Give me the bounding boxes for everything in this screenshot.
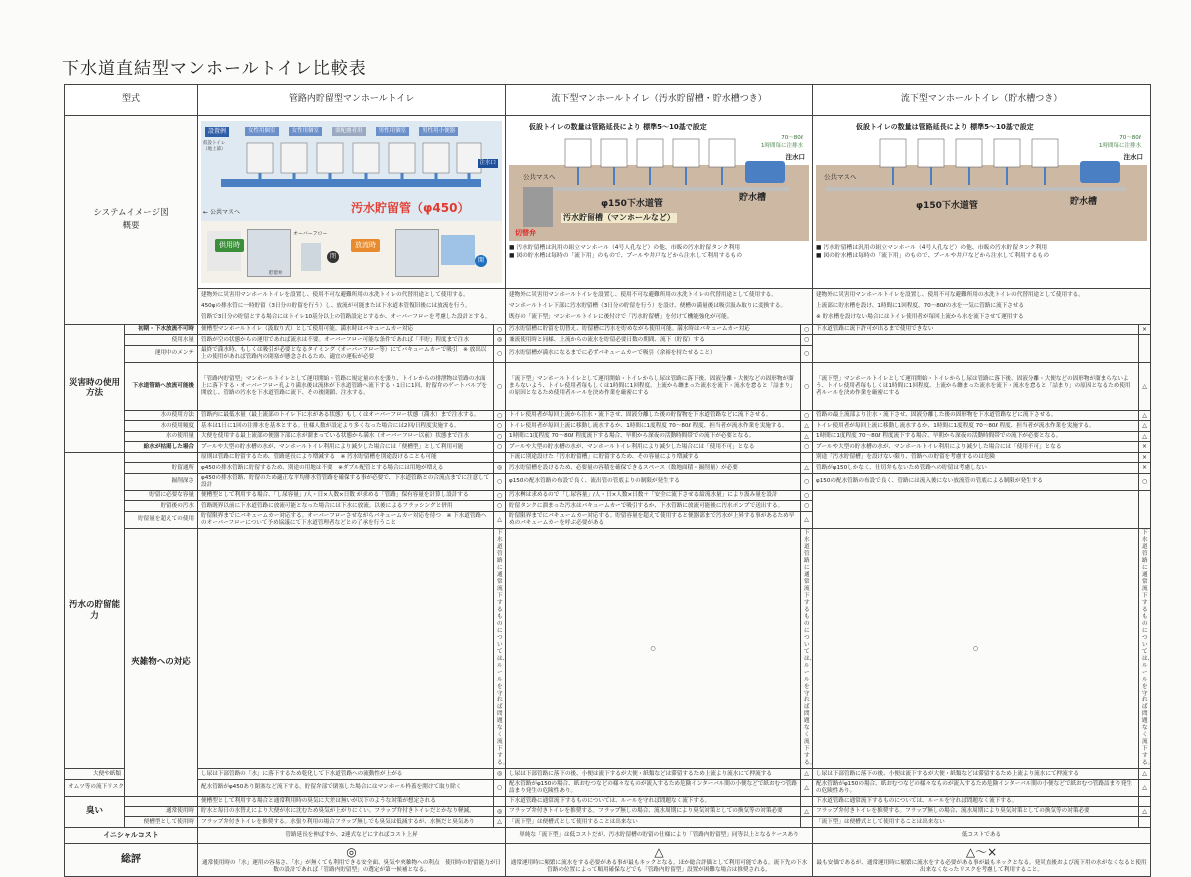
mark-c1: ◎ — [494, 769, 506, 780]
system-row — [65, 116, 1151, 289]
mark-c3: ○ — [1139, 473, 1151, 490]
d2-caption: 仮設トイレの数量は管路延長により 標準5～10基で設定 — [529, 123, 707, 131]
d2-public-mass: 公共マスへ — [523, 173, 556, 181]
overview-row — [65, 289, 1151, 325]
discharge-label: 放流時 — [351, 239, 380, 252]
system-label-2: 概要 — [122, 220, 140, 231]
public-mass-label: ← 公共マスへ — [203, 209, 240, 216]
d2-inlet: 注水口 — [785, 153, 806, 161]
cell-c1: フラップ弁付きトイレを推奨する。水張り利用の場合フラップ無しでも臭気は低減するが、水無だと臭気あり — [198, 817, 494, 828]
summary-text-c1: 通常使用時の「水」運用の容易さ、「水」が無くても利用できる安全面、臭気や夾雑物への利点 使用時の貯留能力が日数の設計であれば「管路内貯留型」の選定が第一候補となる。 — [201, 860, 502, 874]
cell-c2: 貯留タンクに溜まった汚水はバキュームカーで吸引するか、下水管路に放流可能後に汚水ポンプで送出する。 — [506, 501, 801, 512]
diagram-2 — [509, 121, 809, 283]
diagram-1 — [201, 121, 502, 283]
mark-c3 — [1139, 817, 1151, 828]
closed-badge: 閉 — [327, 251, 339, 263]
mark-c1: ○ — [494, 324, 506, 335]
cell-c1: 管路内に最低水量（最上流部のトイレ下に水がある状態）もしくはオーバーフロー状態（満水）まで注水する。 — [198, 410, 494, 421]
sub-label: 水の使用量 — [125, 431, 198, 442]
d2-note-1: 70～80ℓ — [781, 135, 804, 141]
d2-sewage-tank: 汚水貯留槽（マンホールなど） — [563, 213, 675, 222]
diagram-2-cell — [506, 116, 813, 289]
mark-c3: △ — [1139, 779, 1151, 796]
system-label-1: システムイメージ図 — [93, 208, 169, 219]
cell-c3: 「流下型」マンホールトイレとして運用開始・トイレからし尿は管路に落下後、固液分離・大便などの固形物が溜まらないよう、トイレ使用者毎もしくは1時間に1回程度、上流から纏まった流水を流下・流水を怠ると「詰まり」の原因となるため使用者ルールを決め作業を厳密にする — [813, 362, 1139, 410]
mark-c1: ○ — [494, 410, 506, 421]
sub-label: 掘削深さ — [125, 473, 198, 490]
overview-c1 — [198, 289, 506, 325]
summary-c3 — [813, 843, 1151, 876]
sub-label: 使用水量 — [125, 335, 198, 346]
cell-c1: φ450の排水管路に貯留するため、別途の用地は不要 ※ダブル配管とする場合には用地が増える — [198, 463, 494, 474]
mark-c3 — [1139, 796, 1151, 806]
page-title: 下水道直結型マンホールトイレ比較表 — [62, 59, 367, 79]
valve-label: 貯留弁 — [269, 271, 283, 276]
overview-c3-line: ※ 貯水槽を設けない場合にはトイレ使用者が毎回上流から水を流下させて運用する — [816, 313, 1024, 320]
cell-c1: 配水管路がφ450あり閉塞など流下する。貯留弁部で閉塞した場合にはマンホール枠蓋を開けて取り除く — [198, 779, 494, 796]
cell-c1: 貯留限界までにバキュームカー対応する。オーバーフローさせながらバキュームカー対応を待つ ※ 下水道管路へのオーバーフローについて予め協議にて下水道管理者などとの了承を行うこと — [198, 511, 494, 528]
mark-c2: △ — [801, 806, 813, 817]
table-row — [65, 796, 1151, 806]
tag-male-2: 男性用小便器 — [419, 127, 458, 136]
cell-c2: 「流下型」マンホールトイレとして運用開始・トイレからし尿は管路に落下後、固液分離・大便などの固形物が溜まらないよう、トイレ使用者毎もしくは1時間に1回程度、上流から纏まった流水を流下・流水を怠ると「詰まり」の原因となるため使用者ルールを決め作業を厳密にする — [506, 362, 801, 410]
sub-label: 水の使用頻度 — [125, 421, 198, 432]
overview-c3-line: 上流部に貯水槽を設け、1時間に1回程度、70～80ℓの水を一気に管路に流下させる — [816, 302, 1025, 309]
table-row — [65, 324, 1151, 335]
system-label — [65, 116, 198, 325]
mark-c2: △ — [801, 511, 813, 528]
sub-label — [125, 796, 198, 806]
initial-cost-c2: 単純な「流下型」は低コストだが、汚水貯留槽の貯留の仕様により「管路内貯留型」同等以上となるケースあり — [506, 827, 813, 843]
overflow-label: オーバーフロー — [293, 231, 328, 237]
cell-c1: 管路が空の状態からの運用であれば流水は不要。オーバーフロー可能な条件であれば「半貯」程度まで注水 — [198, 335, 494, 346]
mark-c3: △ — [1139, 362, 1151, 410]
mark-c3: △ — [1139, 421, 1151, 432]
mark-c2: △ — [801, 421, 813, 432]
d3-tank: 貯水槽 — [1070, 197, 1098, 207]
cell-c3: 下水道管路に通常流下するものについては、ルールを守れば問題なく流下する。 — [813, 796, 1139, 806]
toilet-label: 仮設トイレ（地上部） — [203, 141, 226, 152]
mark-c2: ○ — [813, 528, 1139, 768]
mark-c2: ○ — [801, 473, 813, 490]
initial-cost-label: イニシャルコスト — [65, 827, 198, 843]
mark-c3: × — [1139, 452, 1151, 463]
cell-c2: 兼流使用時と同様、上流からの流水を貯留必要日数の期間、流下（貯留）する — [506, 335, 801, 346]
tag-female-1: 女性用個室 — [245, 127, 279, 136]
summary-text-c2: 通常運用時に頻繁に流水をする必要がある事が最もネックとなる。ほか総合評価として利用可能である。流下先の下水管路の位置によって順用確保などでも「管路内貯留型」設置が困難な場合は推奨される。 — [510, 860, 808, 874]
cell-c3: 1時間に1度程度 70～80ℓ 程度流下する場合、早朝から深夜の活動時間帯での流下が必要となる。 — [813, 431, 1139, 442]
cell-c2: プールや大型の貯水槽の水が、マンホールトイレ利用により減少した場合には「使用不可」となる — [506, 442, 801, 453]
d3-caption: 仮設トイレの数量は管路延長により 標準5～10基で設定 — [856, 123, 1034, 131]
table-row — [65, 431, 1151, 442]
tag-male-1: 男性用個室 — [376, 127, 410, 136]
mark-c2: △ — [801, 431, 813, 442]
mark-c3: × — [1139, 324, 1151, 335]
table-row — [65, 335, 1151, 346]
cell-c1: 「管路内貯留型」マンホールトイレとして運用開始・管路に規定量の水を張り、トイレからの排泄物は管路の水面上に落下する・オーバーフロー孔より満水後は流体が下水道管路へ流下する・1日に1回、貯留弁のゲートバルブを開放し、管路の汚水を下水道管路に流下、その後閉鎖、注水する。 — [198, 362, 494, 410]
sub-label — [125, 452, 198, 463]
overview-c3 — [813, 289, 1151, 325]
mark-c2 — [801, 796, 813, 806]
summary-c1 — [198, 843, 506, 876]
cell-c3: 「流下型」は便槽式として使用することは出来ない — [813, 817, 1139, 828]
cell-c2: 汚水貯留槽に貯留を切替え、貯留槽に汚水を貯めながら使用可能。満水時はバキュームカー対応 — [506, 324, 801, 335]
cell-c2: 汚水貯留槽を設けるため、必要量の容積を確保できるスペース（数地面積・掘削量）が必要 — [506, 463, 801, 474]
d2-note-2: 1時間毎に注排水 — [761, 143, 804, 149]
sub-label: 通常使用時 — [125, 806, 198, 817]
mark-c3: △ — [1139, 431, 1151, 442]
cell-c1: φ450の排水管路、貯留のため適正な平均排水管管路を確保する事が必要で、下水道管路との合流点までに注意して設計 — [198, 473, 494, 490]
mark-c1: ○ — [494, 421, 506, 432]
table-row — [65, 362, 1151, 410]
mark-c2: ○ — [801, 410, 813, 421]
cell-c2: φ150の配水管路の布設で良く、流出管の管底よりの制限が発生する — [506, 473, 801, 490]
overview-c2-line: 建物外に災害用マンホールトイレを設置し、使用不可な避難所用の水洗トイレの代替用途として使用する。 — [509, 292, 777, 298]
mark-c3 — [1139, 335, 1151, 362]
overview-c1-line: 450φの排水管に一時貯留（3日分の貯留を行う）し、放流が可能または下水道本管復旧後には放流を行う。 — [201, 302, 471, 309]
mark-c1: ◎ — [494, 806, 506, 817]
mark-c1: ◎ — [494, 335, 506, 346]
table-row — [65, 490, 1151, 501]
table-row — [65, 452, 1151, 463]
d3-inlet: 注水口 — [1123, 153, 1144, 161]
inlet-label: 注水口 — [479, 160, 497, 166]
initial-cost-c1: 管路延長を伸ばすか、2連式などにすればコスト上昇 — [198, 827, 506, 843]
table-row — [65, 410, 1151, 421]
cell-c3: 下水道管路に流下許可が出るまで使用できない — [813, 324, 1139, 335]
cell-c1: 下水道管路に通常流下するものについては、ルールを守れば問題なく流下する。 — [494, 528, 506, 768]
d3-public-mass: 公共マスへ — [824, 173, 857, 181]
table-row — [65, 769, 1151, 780]
d2-pipe: φ150下水道管 — [601, 199, 663, 209]
mark-c3: △ — [1139, 769, 1151, 780]
cell-c3 — [813, 335, 1139, 362]
sub-label: 水の使用方法 — [125, 410, 198, 421]
cell-c1: 原則は管路に貯留するため、管路延長により増減する ※ 汚水貯留槽を別途設けることも可能 — [198, 452, 494, 463]
cell-c2: トイレ使用者が毎回上流に移動し流水するか、1時間に1度程度 70～80ℓ 程度、担当者が流水作業を実施する。 — [506, 421, 801, 432]
mark-c1: ○ — [494, 490, 506, 501]
sub-label: 初期・下水放流不可時 — [125, 324, 198, 335]
summary-row — [65, 843, 1151, 876]
cell-c2: 汚水貯留槽が満水になるまでに必ずバキュームカーで吸引（余裕を持たせること） — [506, 345, 801, 362]
category-clog: 夾雑物への対応 — [125, 528, 198, 796]
type-header: 型式 — [65, 85, 198, 116]
tag-female-2: 女性用個室 — [289, 127, 323, 136]
sub-label: オムツ等の流下リスク — [65, 779, 125, 796]
mark-c1: ○ — [494, 442, 506, 453]
summary-label: 総評 — [65, 843, 198, 876]
cell-c2: 配水管路がφ150の場合、紙おむつなどの様々なものが流入するため危険インターバル間の小便などで紙おむつ管路詰まり発生の危険性あり。 — [506, 779, 801, 796]
cell-c1: 貯水と毎日の水替えにより大便が水に沈むため臭気が上がりにくい。フラップ弁付きトイレだとかなり軽減。 — [198, 806, 494, 817]
mark-c2: △ — [801, 463, 813, 474]
table-row — [65, 463, 1151, 474]
tag-accessible: 要配慮者用 — [332, 127, 366, 136]
cell-c1: 便槽型として利用する場合、「し尿容量」/人・日×人数×日数 が求める「管路」保有容量を計算し設計する — [198, 490, 494, 501]
cell-c1: 基本は1日に1回の注排水を基本とする。仕様人数が設定より多くなった場合には2回/日程度実施する。 — [198, 421, 494, 432]
cell-c2: 下水道管路に通常流下するものについては、ルールを守れば問題なく流下する。 — [801, 528, 813, 768]
cell-c2: トイレ使用者が毎回上流から注水・流下させ、固液分離した後の貯留物を下水道管路などに流下させる。 — [506, 410, 801, 421]
sub-label: 貯留通所 — [125, 463, 198, 474]
diagram-3-cell — [813, 116, 1151, 289]
cell-c1: 管路既界以前に下水道管路に放流可能となった場合には下水に放流。以後によるフラッシングと併用 — [198, 501, 494, 512]
mark-c1: ○ — [494, 501, 506, 512]
d2-tank: 貯水槽 — [739, 193, 767, 203]
mark-c1: ○ — [494, 345, 506, 362]
sub-label: 貯留後の汚水 — [125, 501, 198, 512]
initial-cost-row — [65, 827, 1151, 843]
table-row — [65, 806, 1151, 817]
cell-c2: 貯留限界までにバキュームカー対応する。貯留容量を超えて使用すると便器部まで汚水が上昇する事があるため早めのバキュームカーを呼ぶ必要がある — [506, 511, 801, 528]
mark-c2: ○ — [801, 345, 813, 362]
comparison-table — [64, 84, 1154, 877]
mark-c1: ○ — [494, 779, 506, 796]
summary-text-c3: 最も安価であるが、通常運用時に頻繁に流水をする必要がある事が最もネックとなる。発災直後および流下用の水がなくなると使用出来なくなったリスクを考慮して利用すること。 — [816, 860, 1147, 874]
mark-c3: × — [1139, 442, 1151, 453]
overview-c2 — [506, 289, 813, 325]
cell-c2: し尿は下部管路に落下の後、小便は流下するが大便・紙類などは滞留するため上流より流水にて押流する — [506, 769, 801, 780]
category-storage: 汚水の貯留能力 — [65, 452, 125, 768]
mark-c1 — [494, 796, 506, 806]
mark-c3 — [1139, 490, 1151, 528]
overview-c2-line: マンホールトイレ下部に汚水貯留槽（3日分の貯留を行う）を設け、便槽の満量後は吸引汲み取りに変換する。 — [509, 302, 787, 309]
cell-c3: 管路がφ150しかなく、仕切弁もないため管路への貯留は考慮しない — [813, 463, 1139, 474]
cell-c1: 大便を使用する最上流部の便器下部に水が溜まっている状態から満水（オーバーフロー以前）状態まで注水 — [198, 431, 494, 442]
cell-c3 — [813, 490, 1139, 528]
mark-c3: × — [1139, 463, 1151, 474]
summary-mark-c1: ◎ — [346, 845, 357, 860]
cell-c1: 最終で満水時、もしくは吸引が必要となるタイミング（オーバーフロー等）にてバキュームカーで吸引 ※ 放出以上の使用があれば管路内の閉塞が懸念されるため、適宜の運転が必要 — [198, 345, 494, 362]
table-row — [65, 779, 1151, 796]
d3-bullet-1: ■ 汚水貯留槽は汎用の組立マンホール（4号人孔など）の他、市販の汚水貯留タンク利用 — [816, 245, 1048, 251]
col1-header: 管路内貯留型マンホールトイレ — [198, 85, 506, 116]
mark-c1: ○ — [494, 431, 506, 442]
mark-c2: △ — [801, 779, 813, 796]
cell-c2: フラップ弁付きトイレを推奨する。フラップ無しの場合、流水周期により臭気対策としての換気等の対策必要 — [506, 806, 801, 817]
diagram-1-cell — [198, 116, 506, 289]
sub-label: 大便や紙類 — [65, 769, 125, 780]
sub-label: 便槽型として使用時 — [125, 817, 198, 828]
cell-c3: 管路の最上流部より注水・流下させ、固液分離した後の固形物を下水道管路などに流下させる。 — [813, 410, 1139, 421]
d3-pipe: φ150下水道管 — [916, 201, 978, 211]
mark-c2: △ — [801, 769, 813, 780]
cell-c1: 便槽型として利用する場合と通常利用時の臭気に大差は無いが以下のような対策が想定される — [198, 796, 494, 806]
cell-c3: プールや大型の貯水槽の水が、マンホールトイレ利用により減少した場合には「使用不可」となる — [813, 442, 1139, 453]
cell-c3: φ150の配水管路の布設で良く、管路には流入後にない放流管の管底による制限が発生する — [813, 473, 1139, 490]
table-row — [65, 528, 1151, 768]
col3-header: 流下型マンホールトイレ（貯水槽つき） — [813, 85, 1151, 116]
cell-c2: 下流に別途設けた「汚水貯留槽」に貯留するため、その容量により増減する — [506, 452, 801, 463]
overview-c3-line: 建物外に災害用マンホールトイレを設置し、使用不可な避難所用の水洗トイレの代替用途として使用する。 — [816, 292, 1084, 298]
summary-c2 — [506, 843, 813, 876]
category-odor: 臭い — [65, 796, 125, 827]
diagram-3 — [816, 121, 1147, 283]
cell-c2: 汚水桝は求めるので「し尿容量」/人・日×人数×日数＋「安全に流下させる給流水量」により汲み量を設計 — [506, 490, 801, 501]
mark-c2: ○ — [801, 442, 813, 453]
cell-c3: トイレ使用者が毎回上流に移動し流水するか、1時間に1度程度 70～80ℓ 程度、担当者が流水作業を実施する。 — [813, 421, 1139, 432]
overview-c1-line: 管路で3日分の貯留とする場合にはトイレ10基分以上の管路設定とするか、オーバーフローを考慮した設計とする。 — [201, 313, 491, 320]
cell-c3: 別途「汚水貯留槽」を設けない限り、管路への貯留を考慮するのは危険 — [813, 452, 1139, 463]
mark-c2: ○ — [801, 501, 813, 512]
cell-c3: 下水道管路に通常流下するものについては、ルールを守れば問題なく流下する。 — [1139, 528, 1151, 768]
mark-c1: ◎ — [494, 463, 506, 474]
in-use-label: 供用時 — [215, 239, 244, 252]
cell-c2: 「流下型」は便槽式として使用することは出来ない — [506, 817, 801, 828]
table-row — [65, 817, 1151, 828]
mark-c1: △ — [494, 511, 506, 528]
open-badge: 開 — [475, 255, 487, 267]
d2-bullet-2: ■ 図の貯水槽は毎時の「流下用」のもので、プールや井戸などから注水して利用するもの — [509, 252, 743, 259]
category-disaster: 災害時の使用方法 — [65, 324, 125, 452]
sub-label: 下水道管路へ放流可能後 — [125, 362, 198, 410]
mark-c1: ○ — [494, 473, 506, 490]
d3-note-1: 70～80ℓ — [1119, 135, 1142, 141]
table-row — [65, 473, 1151, 490]
summary-mark-c2: △ — [654, 845, 664, 860]
cell-c2: 1時間に1度程度 70～80ℓ 程度流下する場合、早朝から深夜の活動時間帯での流下が必要となる。 — [506, 431, 801, 442]
mark-c2 — [801, 817, 813, 828]
sub-label: 貯留に必要な容量 — [125, 490, 198, 501]
storage-pipe-label: 汚水貯留管（φ450） — [351, 201, 470, 215]
mark-c2: ○ — [801, 490, 813, 501]
overview-c2-line: 既存の「流下型」マンホールトイレに後付けで「汚水貯留槽」を付けて機能強化が可能。 — [509, 313, 733, 320]
sub-label: 貯留量を超えての使用 — [125, 511, 198, 528]
cell-c1: し尿は下部管路の「水」に落下するため乾化して下水道管路への流動性が上がる — [198, 769, 494, 780]
initial-cost-c3: 低コストである — [813, 827, 1151, 843]
d3-note-2: 1時間毎に注排水 — [1099, 143, 1142, 149]
overview-c1-line: 建物外に災害用マンホールトイレを設置し、使用不可な避難所用の水洗トイレの代替用途として使用する。 — [201, 292, 469, 298]
table-row — [65, 442, 1151, 453]
d2-valve: 切替弁 — [515, 229, 537, 237]
toilet-row-illustration — [201, 139, 491, 199]
mark-c1: ○ — [506, 528, 801, 768]
cell-c3: し尿は下部管路に落下の後、小便は流下するが大便・紙類などは滞留するため上流より流水にて押流する — [813, 769, 1139, 780]
mark-c1 — [494, 452, 506, 463]
mark-c2: ○ — [801, 324, 813, 335]
d3-bullet-2: ■ 図の貯水槽は毎時の「流下用」のもので、プールや井戸などから注水して利用するもの — [816, 252, 1050, 259]
mark-c3: △ — [1139, 806, 1151, 817]
sub-label — [198, 528, 494, 768]
table-row — [65, 421, 1151, 432]
cell-c1: 便槽型マンホールトイレ（汲取り式）として使用可能。満水時はバキュームカー対応 — [198, 324, 494, 335]
mark-c2 — [801, 452, 813, 463]
cell-c3: フラップ弁付きトイレを推奨する。フラップ無しの場合、流水周期により臭気対策としての換気等の対策必要 — [813, 806, 1139, 817]
header-row — [65, 85, 1151, 116]
sub-label: 給水が枯渇した場合 — [125, 442, 198, 453]
mark-c2: ○ — [801, 335, 813, 346]
mark-c1: △ — [494, 817, 506, 828]
d2-bullet-1: ■ 汚水貯留槽は汎用の組立マンホール（4号人孔など）の他、市販の汚水貯留タンク利用 — [509, 245, 741, 251]
summary-mark-c3: △～× — [965, 845, 998, 860]
cell-c3: 配水管路がφ150の場合、紙おむつなどの様々なものが流入するため危険インターバル間の小便などで紙おむつ管路詰まり発生の危険性あり。 — [813, 779, 1139, 796]
mark-c1: ○ — [494, 362, 506, 410]
mark-c2: ○ — [801, 362, 813, 410]
mark-c3: △ — [1139, 410, 1151, 421]
cell-c1: プールや大型の貯水槽の水が、マンホールトイレ利用により減少した場合には「便槽型」として利用可能 — [198, 442, 494, 453]
sub-label: 運用中のメンテ — [125, 345, 198, 362]
setting-badge: 設置例 — [205, 127, 229, 137]
cell-c2: 下水道管路に通常流下するものについては、ルールを守れば問題なく流下する。 — [506, 796, 801, 806]
col2-header: 流下型マンホールトイレ（汚水貯留槽・貯水槽つき） — [506, 85, 813, 116]
